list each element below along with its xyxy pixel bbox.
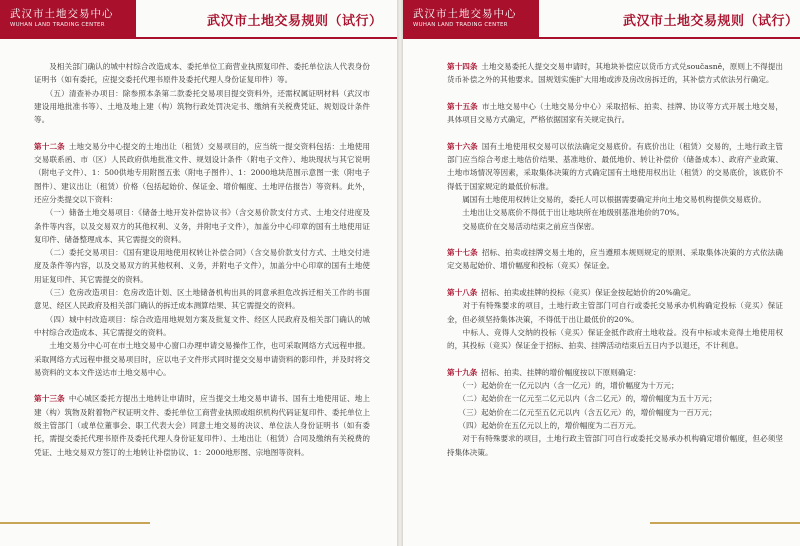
paragraph-text: （一）储备土地交易项目：《储备土地开发补偿协议书》（含交易价款支付方式、土地交付进度及条件等内容，以及交易双方的其他权利、义务，并附电子文件），加盖分中心印章的国有土地使用证复印件、储备整理成本、其它需提交的资料。 <box>34 208 370 244</box>
logo-english: WUHAN LAND TRADING CENTER <box>10 22 105 28</box>
paragraph <box>34 392 370 458</box>
article-number: 第十二条 <box>34 141 65 151</box>
article-number: 第十八条 <box>447 288 478 298</box>
paragraph-text: 及相关部门确认的城中村综合改造成本、委托单位工商营业执照复印件、委托单位法人代表身份证明书（如有委托，应提交委托代理书原件及委托代理人身份证复印件）等。 <box>34 62 371 85</box>
paragraph <box>34 286 370 313</box>
article-number: 第十六条 <box>447 141 478 151</box>
logo-block <box>403 0 539 38</box>
right-page-body <box>447 60 783 459</box>
paragraph <box>447 419 783 432</box>
page-header <box>403 0 800 38</box>
paragraph <box>34 339 370 379</box>
logo-block <box>0 0 136 38</box>
left-page-body <box>34 60 370 459</box>
header-rule <box>0 37 397 39</box>
paragraph-text: 交易底价在交易活动结束之前应当保密。 <box>462 221 599 231</box>
paragraph <box>447 140 783 193</box>
article-number: 第十七条 <box>447 248 478 258</box>
right-page <box>403 0 800 546</box>
header-rule <box>403 37 800 39</box>
paragraph-text: 土地出让交易底价不得低于出让地块所在地级别基准地价的70%。 <box>462 208 685 218</box>
left-page <box>0 0 397 546</box>
paragraph-text: 对于有特殊要求的项目，土地行政主管部门可自行或委托交易承办机构确定增价幅度，但必须坚持集体决策。 <box>447 434 784 457</box>
paragraph <box>34 60 370 87</box>
paragraph-text: 招标、拍卖或挂牌交易土地的，应当遵照本规则规定的原则、采取集体决策的方式依法确定交易起始价、增价幅度和投标（竞买）保证金。 <box>447 248 783 271</box>
paragraph <box>447 206 783 219</box>
article-number: 第十四条 <box>447 62 478 71</box>
paragraph <box>447 220 783 233</box>
paragraph-text: （三）起始价在二亿元至五亿元以内（含五亿元）的，增价幅度为一百万元； <box>462 407 717 417</box>
paragraph <box>447 193 783 206</box>
paragraph-text: 土地交易分中心可在市土地交易中心窗口办理申请交易操作工作，也可采取网络方式远程申报。采取网络方式远程申报交易项目时，应以电子文件形式同时提交交易申请资料的影印件，并及时将交易资料的文本文件送达市土地交易中心。 <box>34 341 371 377</box>
paragraph <box>447 379 783 392</box>
logo-english: WUHAN LAND TRADING CENTER <box>413 22 508 28</box>
paragraph <box>34 140 370 206</box>
page-header <box>0 0 397 38</box>
paragraph <box>447 406 783 419</box>
paragraph-text: 中标人、竞得人交纳的投标（竞买）保证金抵作政府土地收益。没有中标或未竞得土地使用权的，其投标（竞买）保证金于招标、拍卖、挂牌活动结束后五日内予以退还，不计利息。 <box>447 327 783 351</box>
document-title: 武汉市土地交易规则（试行） <box>623 14 799 29</box>
paragraph-text: 土地交易委托人提交交易申请时，其地块补偿应以货币方式兑současně，原则上不得提出货币补偿之外的其他要求。国规划实施扩大用地或涉及房改房拆迁的，其补偿方式依法另行确定。 <box>447 62 783 85</box>
paragraph-text: （一）起始价在一亿元以内（含一亿元）的，增价幅度为十万元； <box>462 381 679 391</box>
paragraph <box>447 432 783 459</box>
paragraph-text: （四）起始价在五亿元以上的，增价幅度为二百万元。 <box>462 421 641 431</box>
paragraph <box>34 87 370 127</box>
paragraph-text: （五）清查补办项目：除参照本条第二款委托交易项目提交资料外，还需权属证明材料（武汉市建设用地批准书等）、土地及地上建（构）筑物行政处罚决定书、缴纳有关税费凭证、规划设计条件等。 <box>34 88 370 125</box>
paragraph-text: 市土地交易中心（土地交易分中心）采取招标、拍卖、挂牌、协议等方式开展土地交易，具体项目交易方式确定，严格依据国家有关规定执行。 <box>447 101 783 125</box>
paragraph-text: 中心城区委托方提出土地转让申请时，应当提交土地交易申请书、国有土地使用证、地上建（构）筑物及附着物产权证明文件、委托单位工商营业执照或组织机构代码证复印件、委托单位上级主管部门（或单位董事会、职工代表大会）同意土地交易的决议、单位法人身份证明书（如有委托，需提交委托代理书原件及委托代理人身份证复印件）、土地出让（租赁）合同及缴纳有关税费的凭证、土地交易双方签订的土地转让补偿协议、1：2000地形图、宗地图等资料。 <box>34 394 370 457</box>
logo-chinese: 武汉市土地交易中心 <box>413 8 517 20</box>
article-number: 第十九条 <box>447 367 478 377</box>
paragraph <box>447 60 783 87</box>
paragraph-text: 国有土地使用权交易可以依法确定交易底价。有底价出让（租赁）交易的，土地行政主管部门应当综合考虑土地估价结果、基准地价、最低地价、转让补偿价（储备成本）、政府产业政策、土地市场情况等因素，采取集体决策的方式确定国有土地使用权出让（租赁）的交易底价，该底价不得低于国家规定的最低价标准。 <box>447 141 783 191</box>
paragraph <box>34 206 370 246</box>
paragraph-text: （二）起始价在一亿元至二亿元以内（含二亿元）的，增价幅度为五十万元； <box>462 394 717 404</box>
paragraph-text: （三）危房改造项目：危房改造计划、区土地储备机构出具的同意承担危改拆迁相关工作的书面意见、经区人民政府及相关部门确认的拆迁成本测算结果、其它需提交的资料。 <box>34 288 370 311</box>
article-number: 第十五条 <box>447 101 478 111</box>
paragraph <box>447 246 783 273</box>
footer-rule <box>650 522 800 524</box>
paragraph <box>447 326 783 353</box>
paragraph-text: 招标、拍卖或挂牌的投标（竞买）保证金按起始价的20%确定。 <box>481 288 696 298</box>
paragraph-text: （二）委托交易项目：《国有建设用地使用权转让补偿合同》（含交易价款支付方式、土地交付进度及条件等内容，以及交易双方的其他权利、义务，并附电子文件），加盖分中心印章的国有土地使用证复印件、其它需提交的资料。 <box>34 248 370 284</box>
article-number: 第十三条 <box>34 394 65 404</box>
logo-chinese: 武汉市土地交易中心 <box>10 8 114 20</box>
document-title: 武汉市土地交易规则（试行） <box>207 14 383 29</box>
paragraph <box>447 366 783 379</box>
paragraph-text: 招标、拍卖、挂牌的增价幅度按以下原则确定： <box>481 367 641 377</box>
footer-rule <box>0 522 150 524</box>
paragraph-text: （四）城中村改造项目：综合改造用地规划方案及批复文件、经区人民政府及相关部门确认的城中村综合改造成本、其它需提交的资料。 <box>34 314 370 337</box>
paragraph <box>447 100 783 127</box>
paragraph-text: 属国有土地使用权转让交易的，委托人可以根据需要确定并向土地交易机构提供交易底价。 <box>462 194 766 204</box>
paragraph <box>447 392 783 405</box>
paragraph-text: 对于有特殊要求的项目，土地行政主管部门可自行或委托交易承办机构确定投标（竞买）保证金，但必须坚持集体决策，不得低于出让最低价的20%。 <box>447 301 783 324</box>
paragraph <box>447 286 783 299</box>
paragraph <box>34 313 370 340</box>
paragraph-text: 土地交易分中心提交的土地出让（租赁）交易项目的，应当统一提交资料包括：土地使用交易联系函、市（区）人民政府供地批准文件、规划设计条件（附电子文件）、地块现状与其它说明（附电子文件）、1：500供地专用附图五张（附电子图件）、1：2000地块范围示意图一张（附电子图件）、建议出让（租赁）价格（包括起始价、保证金、增价幅度、土地评估报告）等资料。此外，还应分类提交以下资料： <box>34 141 370 204</box>
paragraph <box>34 246 370 286</box>
paragraph <box>447 299 783 326</box>
